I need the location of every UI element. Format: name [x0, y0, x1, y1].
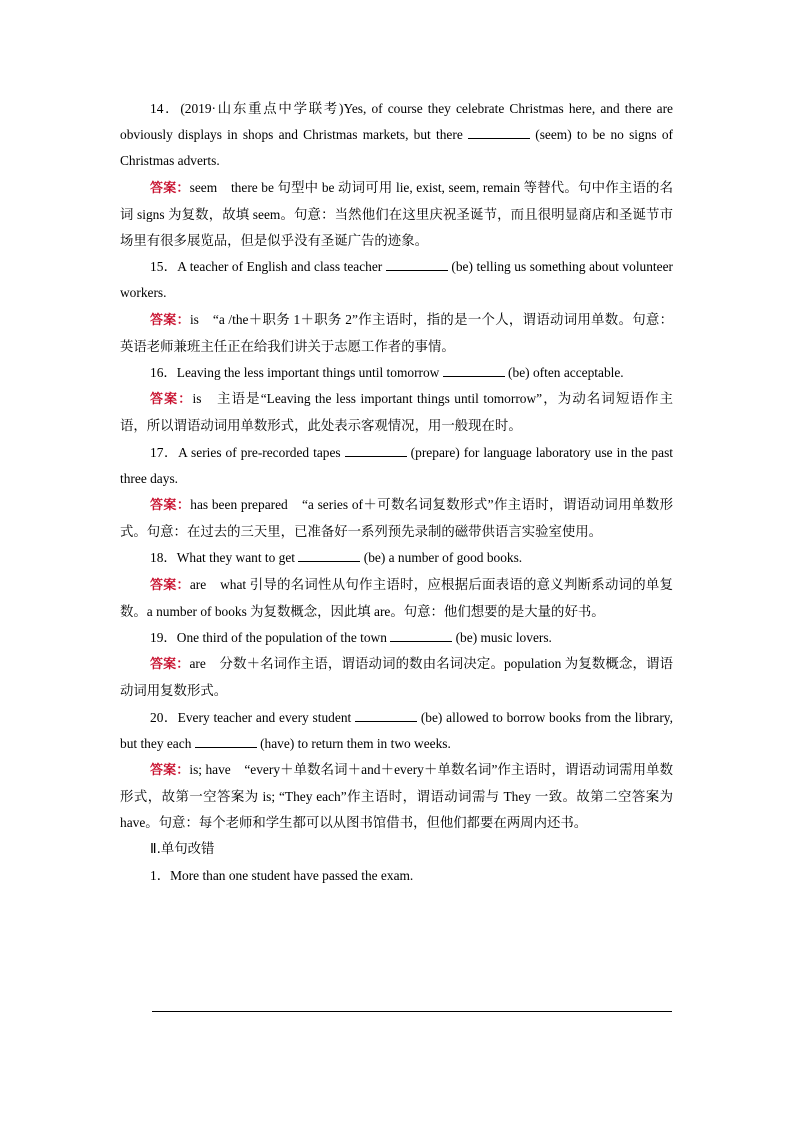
- answer-label: 答案：: [150, 577, 190, 593]
- answer-label: 答案：: [150, 657, 190, 673]
- answer-14: 答案：seem there be 句型中 be 动词可用 lie, exist, seem, remain 等替代。句中作主语的名词 signs 为复数，故填 seem。句意：当然他们在这里庆祝圣诞节，而且很明显商店和圣诞节市场里有很多展览品，但是似乎没有圣诞广告的迹象。: [120, 179, 673, 249]
- answer-blank: [195, 735, 257, 748]
- answer-16: 答案：is 主语是“Leaving the less important things until tomorrow”，为动名词短语作主语，所以谓语动词用单数形式，此处表示客观情况，用一般现在时。: [120, 391, 673, 434]
- answer-label: 答案：: [150, 498, 191, 514]
- question-17: 17．A series of pre-recorded tapes (prepare) for language laboratory use in the past three days.: [120, 444, 674, 486]
- document-body: [120, 96, 673, 889]
- question-15: 15．A teacher of English and class teacher (be) telling us something about volunteer workers.: [120, 259, 673, 301]
- answer-blank: [386, 258, 448, 271]
- question-18: 18．What they want to get (be) a number of good books.: [150, 550, 523, 566]
- answer-label: 答案：: [150, 180, 190, 196]
- answer-18: 答案：are what 引导的名词性从句作主语时，应根据后面表语的意义判断系动词的单复数。a number of books 为复数概念，因此填 are。句意：他们想要的是大量的好书。: [120, 576, 673, 619]
- answer-blank: [390, 629, 452, 642]
- question-14: 14．(2019·山东重点中学联考)Yes, of course they celebrate Christmas here, and there are obviously displays in shops and Christmas markets, but there (seem) to be no signs of Christmas adverts.: [120, 101, 673, 169]
- section-title: Ⅱ.单句改错: [150, 841, 215, 857]
- answer-blank: [345, 444, 407, 457]
- answer-blank: [298, 549, 360, 562]
- question-20: 20．Every teacher and every student (be) allowed to borrow books from the library, but they each (have) to return them in two weeks.: [120, 709, 673, 751]
- question-19: 19．One third of the population of the town (be) music lovers.: [150, 630, 552, 646]
- answer-20: 答案：is; have “every＋单数名词＋and＋every＋单数名词”作主语时，谓语动词需用单数形式，故第一空答案为 is; “They each”作主语时，谓语动词需与 They 一致。故第二空答案为 have。句意：每个老师和学生都可以从图书馆借书，但他们都要在两周内还书。: [120, 762, 673, 831]
- answer-blank: [443, 364, 505, 377]
- answer-blank: [355, 709, 417, 722]
- answer-19: 答案：are 分数＋名词作主语，谓语动词的数由名词决定。population 为复数概念，谓语动词用复数形式。: [120, 656, 673, 699]
- answer-17: 答案：has been prepared “a series of＋可数名词复数形式”作主语时，谓语动词用单数形式。句意：在过去的三天里，已准备好一系列预先录制的磁带供语言实验室使用。: [120, 497, 673, 540]
- answer-label: 答案：: [150, 392, 193, 408]
- answer-label: 答案：: [150, 763, 190, 779]
- correction-item-1: 1．More than one student have passed the exam.: [150, 867, 414, 883]
- answer-15: 答案：is “a /the＋职务 1＋职务 2”作主语时，指的是一个人，谓语动词用单数。句意：英语老师兼班主任正在给我们讲关于志愿工作者的事情。: [120, 311, 673, 354]
- answer-label: 答案：: [150, 312, 190, 328]
- answer-blank: [468, 126, 530, 139]
- answer-line: [152, 1011, 672, 1012]
- question-16: 16．Leaving the less important things until tomorrow (be) often acceptable.: [150, 365, 624, 381]
